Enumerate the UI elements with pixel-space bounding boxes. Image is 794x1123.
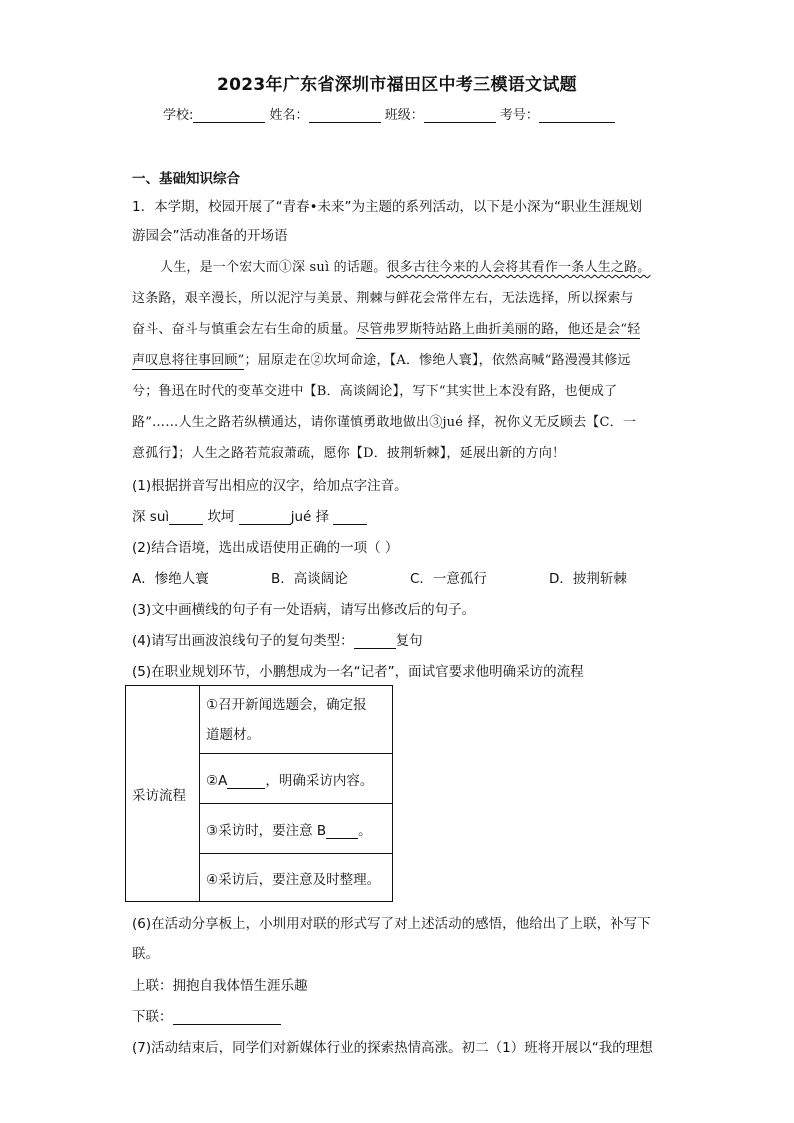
table-row-header: 采访流程 <box>126 686 200 902</box>
wavy-underlined-sentence: 很多古往今来的人会将其看作一条人生之路。 <box>386 260 651 275</box>
question1-stem-line1: 1．本学期，校园开展了“青春•未来”为主题的系列活动，以下是小深为“职业生涯规划 <box>132 199 643 215</box>
table-step-2-suffix: ，明确采访内容。 <box>265 772 374 789</box>
underlined-sentence-part1: 尽管弗罗斯特站路上曲折美丽的路，他还是会“轻 <box>356 322 641 337</box>
table-step-3-prefix: ③采访时，要注意 B <box>206 822 327 839</box>
subquestion-3: (3)文中画横线的句子有一处语病，请写出修改后的句子。 <box>132 602 476 618</box>
passage-line-2: 这条路，艰辛漫长，所以泥泞与美景、荆棘与鲜花会常伴左右，无法选择，所以探索与 <box>132 291 634 306</box>
subquestion-6-line2: 联。 <box>132 946 159 962</box>
lower-couplet-label: 下联： <box>132 1009 173 1025</box>
school-blank <box>193 108 265 123</box>
fill-item-c: jué 择 <box>290 509 330 525</box>
answer-blank[interactable] <box>354 634 396 649</box>
section-title: 一、基础知识综合 <box>132 171 240 187</box>
class-blank <box>424 108 496 123</box>
class-label: 班级： <box>384 108 424 123</box>
answer-blank[interactable] <box>173 1010 281 1025</box>
lower-couplet <box>132 1005 281 1025</box>
school-label: 学校: <box>163 108 194 123</box>
table-step-2 <box>200 754 393 804</box>
subquestion-4-suffix: 复句 <box>395 633 423 649</box>
table-step-1-line2: 道题材。 <box>206 726 260 743</box>
answer-blank[interactable] <box>227 774 265 789</box>
exam-title: 2023年广东省深圳市福田区中考三模语文试题 <box>217 75 577 95</box>
answer-blank[interactable] <box>169 510 203 525</box>
passage-line-1 <box>160 256 650 275</box>
option-a[interactable]: A．惨绝人寰 <box>132 571 209 587</box>
passage-line-3 <box>132 318 640 337</box>
exam-number-label: 考号： <box>499 108 539 123</box>
subquestion-1-fill <box>132 505 367 525</box>
passage-text: 奋斗、奋斗与慎重会左右生命的质量。 <box>132 322 357 337</box>
name-label: 姓名： <box>269 108 309 123</box>
underlined-sentence-part2: 声叹息将往事回顾” <box>132 353 245 368</box>
student-info-line <box>163 104 615 123</box>
passage-line-5: 兮；鲁迅在时代的变革交进中【B．高谈阔论】，写下“其实世上本没有路，也便成了 <box>132 384 618 399</box>
question1-stem-line2: 游园会”活动准备的开场语 <box>132 228 288 244</box>
subquestion-5: (5)在职业规划环节，小鹏想成为一名“记者”，面试官要求他明确采访的流程 <box>132 664 584 680</box>
option-c[interactable]: C．一意孤行 <box>410 571 487 587</box>
fill-item-b: 坎坷 <box>207 509 235 525</box>
subquestion-7: (7)活动结束后，同学们对新媒体行业的探索热情高涨。初二（1）班将开展以“我的理想 <box>132 1040 653 1056</box>
table-step-1-line1: ①召开新闻选题会，确定报 <box>206 696 367 713</box>
subquestion-1: (1)根据拼音写出相应的汉字，给加点字注音。 <box>132 478 408 494</box>
subquestion-4 <box>132 629 423 649</box>
subquestion-4-text: (4)请写出画波浪线句子的复句类型： <box>132 633 354 649</box>
answer-blank[interactable] <box>333 510 367 525</box>
answer-blank[interactable] <box>326 824 358 839</box>
option-b[interactable]: B．高谈阔论 <box>271 571 348 587</box>
table-step-3 <box>200 804 393 854</box>
interview-process-table <box>125 685 393 902</box>
subquestion-2: (2)结合语境，选出成语使用正确的一项（ ） <box>132 540 399 556</box>
passage-line-6: 路”……人生之路若纵横通达，请你谨慎勇敢地做出③jué 择，祝你义无反顾去【C．一 <box>132 415 637 430</box>
passage-text: ；屈原走在②坎坷命途，【A．惨绝人寰】，依然高喊“路漫漫其修远 <box>244 353 631 368</box>
passage-line-7: 意孤行】；人生之路若荒寂萧疏，愿你【D．披荆斩棘】，延展出新的方向！ <box>132 446 566 461</box>
passage-text: 人生，是一个宏大而①深 suì 的话题。 <box>160 260 387 275</box>
option-d[interactable]: D．披荆斩棘 <box>549 571 627 587</box>
fill-item-a: 深 suì <box>132 509 170 525</box>
table-step-1 <box>200 686 393 754</box>
answer-blank[interactable] <box>239 510 291 525</box>
passage-line-4 <box>132 349 631 368</box>
table-step-4: ④采访后，要注意及时整理。 <box>200 854 393 902</box>
table-step-2-prefix: ②A <box>206 772 228 789</box>
table-step-3-suffix: 。 <box>358 822 372 839</box>
exam-number-blank <box>539 108 615 123</box>
name-blank <box>309 108 381 123</box>
upper-couplet: 上联：拥抱自我体悟生涯乐趣 <box>132 978 308 994</box>
subquestion-6-line1: (6)在活动分享板上，小圳用对联的形式写了对上述活动的感悟，他给出了上联，补写下 <box>132 916 651 932</box>
